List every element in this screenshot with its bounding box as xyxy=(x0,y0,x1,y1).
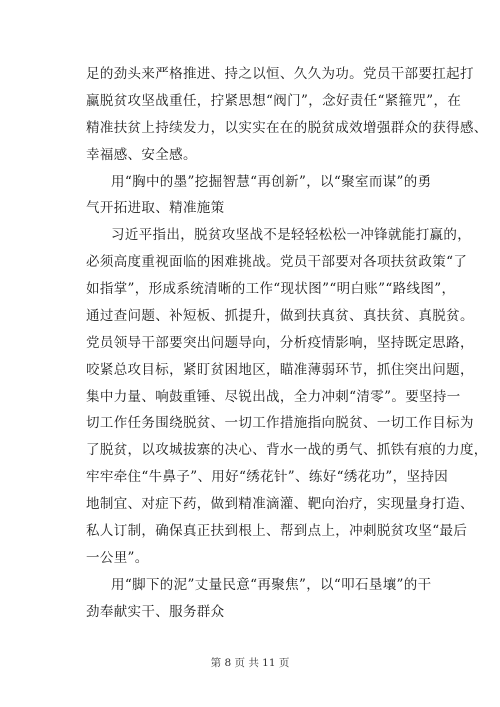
section-heading-line: 用“脚下的泥”丈量民意“再聚焦”，以“叩石垦壤”的干 xyxy=(111,577,432,593)
body-line: 牢牢牵住“牛鼻子”、用好“绣花针”、练好“绣花功”，坚持因 xyxy=(86,469,449,485)
body-line: 了脱贫，以攻城拔寨的决心、背水一战的勇气、抓铁有痕的力度， xyxy=(86,442,488,458)
body-line: 习近平指出，脱贫攻坚战不是轻轻松松一冲锋就能打赢的， xyxy=(111,227,472,243)
body-line: 通过查问题、补短板、抓提升，做到扶真贫、真扶贫、真脱贫。 xyxy=(86,308,474,324)
body-line: 精准扶贫上持续发力，以实实在在的脱贫成效增强群众的获得感、 xyxy=(86,120,488,136)
body-line: 咬紧总攻目标，紧盯贫困地区，瞄准薄弱环节，抓住突出问题， xyxy=(86,362,474,378)
body-line: 幸福感、安全感。 xyxy=(86,147,197,163)
body-line: 一公里”。 xyxy=(86,550,149,566)
section-heading-line: 用“胸中的墨”挖掘智慧“再创新”，以“聚室而谋”的勇 xyxy=(111,174,432,190)
body-line: 足的劲头来严格推进、持之以恒、久久为功。党员干部要扛起打 xyxy=(86,66,474,82)
body-line: 如指掌”，形成系统清晰的工作“现状图”“明白账”“路线图”， xyxy=(86,281,456,297)
section-heading-line: 劲奉献实干、服务群众 xyxy=(86,604,225,620)
body-line: 切工作任务围绕脱贫、一切工作措施指向脱贫、一切工作目标为 xyxy=(86,415,474,431)
body-line: 必须高度重视面临的困难挑战。党员干部要对各项扶贫政策“了 xyxy=(86,254,468,270)
section-heading-line: 气开拓进取、精准施策 xyxy=(86,200,225,216)
body-line: 私人订制，确保真正扶到根上、帮到点上，冲刺脱贫攻坚“最后 xyxy=(86,523,468,539)
page-number-footer: 第 8 页 共 11 页 xyxy=(210,657,290,669)
body-line: 赢脱贫攻坚战重任，拧紧思想“阀门”，念好责任“紧箍咒”，在 xyxy=(86,93,462,109)
body-line: 党员领导干部要突出问题导向，分析疫情影响，坚持既定思路， xyxy=(86,335,474,351)
body-line: 集中力量、响鼓重锤、尽锐出战，全力冲刺“清零”。要坚持一 xyxy=(86,389,461,405)
body-line: 地制宜、对症下药，做到精准滴灌、靶向治疗，实现量身打造、 xyxy=(86,496,474,512)
